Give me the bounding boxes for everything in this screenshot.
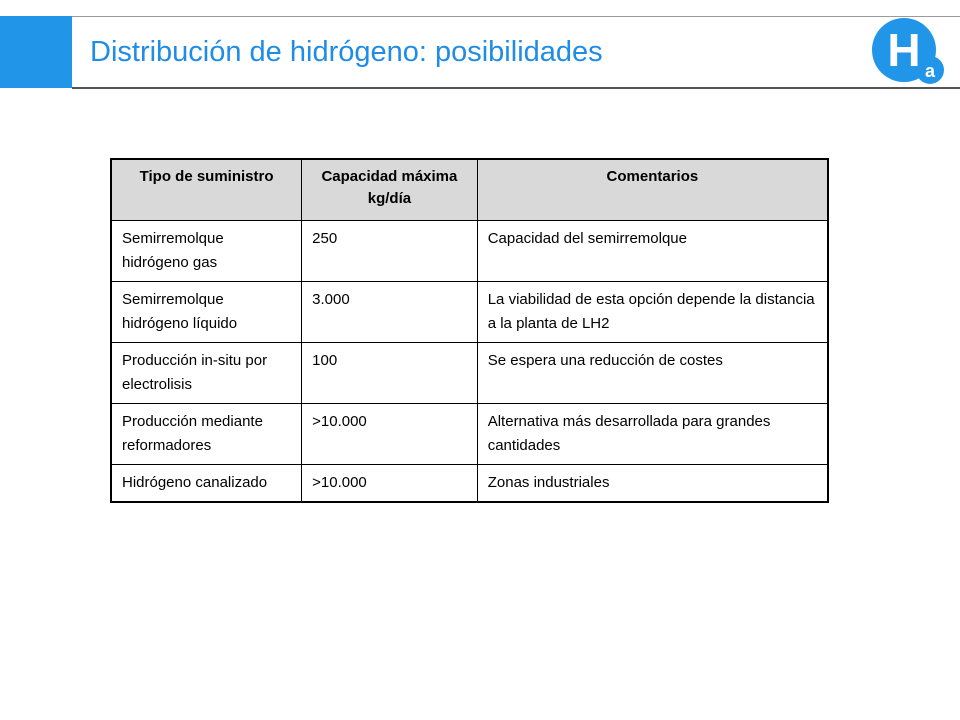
- ha-logo-icon: [872, 18, 948, 90]
- table-row: [111, 465, 828, 503]
- cell-comentarios: Capacidad del semirremolque: [477, 221, 828, 282]
- supply-table: [110, 158, 829, 503]
- cell-tipo: Producción in-situ por electrolisis: [111, 343, 302, 404]
- cell-comentarios: La viabilidad de esta opción depende la distancia a la planta de LH2: [477, 282, 828, 343]
- table-row: [111, 343, 828, 404]
- cell-comentarios: Zonas industriales: [477, 465, 828, 503]
- header-bottom-rule: [72, 87, 960, 89]
- cell-capacidad: 100: [302, 343, 478, 404]
- column-header-comentarios: Comentarios: [477, 159, 828, 221]
- cell-capacidad: >10.000: [302, 404, 478, 465]
- table-row: [111, 282, 828, 343]
- column-header-capacidad: Capacidad máxima kg/día: [302, 159, 478, 221]
- cell-tipo: Producción mediante reformadores: [111, 404, 302, 465]
- supply-table-container: [110, 158, 829, 503]
- logo-sub-letter: a: [924, 61, 936, 81]
- cell-capacidad: 250: [302, 221, 478, 282]
- table-header-row: [111, 159, 828, 221]
- table-row: [111, 221, 828, 282]
- cell-capacidad: >10.000: [302, 465, 478, 503]
- page-title: Distribución de hidrógeno: posibilidades: [90, 36, 603, 68]
- logo-main-letter: H: [887, 24, 921, 76]
- cell-capacidad: 3.000: [302, 282, 478, 343]
- header-top-rule: [72, 16, 960, 17]
- cell-tipo: Semirremolque hidrógeno líquido: [111, 282, 302, 343]
- table-row: [111, 404, 828, 465]
- cell-tipo: Semirremolque hidrógeno gas: [111, 221, 302, 282]
- column-header-tipo: Tipo de suministro: [111, 159, 302, 221]
- cell-comentarios: Alternativa más desarrollada para grandes cantidades: [477, 404, 828, 465]
- header-accent-block: [0, 16, 72, 88]
- cell-tipo: Hidrógeno canalizado: [111, 465, 302, 503]
- cell-comentarios: Se espera una reducción de costes: [477, 343, 828, 404]
